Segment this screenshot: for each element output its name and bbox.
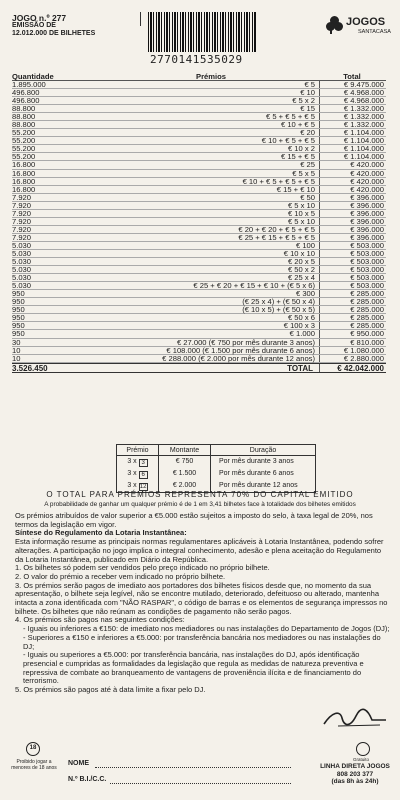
quantity-cell: 5.030 [12,240,32,250]
prize-cell: € 25 + € 15 + € 5 + € 5 [66,234,320,241]
issue-info [12,14,95,38]
quantity-cell: 7.920 [12,224,32,234]
quantity-cell: 10 [12,353,21,363]
sintese-title: Síntese do Regulamento da Lotaria Instantânea: [15,528,187,538]
issue-label: EMISSÃO DE [12,22,56,29]
total-cell: € 396.000 [350,216,384,226]
premio-multiplier: 3 x [127,482,137,489]
total-cell: € 420.000 [350,160,384,170]
prize-cell: € 15 [66,105,320,112]
total-cell: € 1.332.000 [343,112,384,122]
total-cell: € 503.000 [350,281,384,291]
total-value: € 42.042.000 [337,363,384,373]
phone-icon [356,742,370,756]
prize-row [12,113,386,121]
col-montante: Montante [159,445,211,455]
prize-cell: € 1.000 [66,330,320,337]
total-cell: € 420.000 [350,184,384,194]
montante-row [117,456,315,468]
prize-cell: € 5 x 10 [66,218,320,225]
total-cell: € 1.104.000 [343,128,384,138]
prize-cell: € 5 x 5 [66,170,320,177]
prize-cell: € 50 x 2 [66,266,320,273]
prize-row [12,178,386,186]
prize-row [12,202,386,210]
brand-sub: SANTACASA [358,29,391,35]
quantity-cell: 5.030 [12,248,32,258]
prize-cell: € 25 + € 20 + € 15 + € 10 + (€ 5 x 6) [66,282,320,289]
prize-cell: € 5 [66,81,320,88]
prize-cell: € 50 [66,194,320,201]
total-quantity: 3.526.450 [12,363,48,373]
prize-cell: € 20 x 5 [66,258,320,265]
prize-row [12,282,386,290]
prize-cell: € 20 + € 20 + € 5 + € 5 [66,226,320,233]
id-field[interactable] [110,783,291,784]
total-cell: € 503.000 [350,265,384,275]
rule-2: 2. O valor do prémio a receber vem indicado no próprio bilhete. [15,571,226,581]
total-cell: € 1.104.000 [343,136,384,146]
total-cell: € 420.000 [350,168,384,178]
capital-percentage: O TOTAL PARA PRÉMIOS REPRESENTA 70% DO CAPITAL EMITIDO [46,490,354,499]
duracao-value: Por mês durante 6 anos [219,470,294,477]
quantity-cell: 496.800 [12,88,40,98]
prize-cell: € 5 + € 5 + € 5 [66,113,320,120]
prize-cell: € 20 [66,129,320,136]
total-cell: € 396.000 [350,232,384,242]
prize-row [12,266,386,274]
prize-cell: € 27.000 (€ 750 por mês durante 3 anos) [66,339,320,346]
prize-cell: € 100 x 3 [66,322,320,329]
col-total: Total [343,72,361,81]
prize-cell: € 100 [66,242,320,249]
rule-4b: - Superiores a €150 e inferiores a €5.000: por transferência bancária nos mediadores ou nas instalações do DJ; [23,632,381,651]
name-field[interactable] [95,767,291,768]
probability-note: A probabilidade de ganhar um qualquer prémio é de 1 em 3,41 bilhetes face à totalidade dos bilhetes emitidos [44,501,356,508]
total-cell: € 396.000 [350,224,384,234]
montante-row [117,468,315,480]
quantity-cell: 950 [12,297,25,307]
symbol-icon: 3 [139,459,148,467]
quantity-cell: 16.800 [12,176,36,186]
quantity-cell: 55.200 [12,152,36,162]
prize-cell: € 10 [66,89,320,96]
prize-row [12,290,386,298]
jogos-logo [326,14,392,48]
prize-row [12,258,386,266]
prize-row [12,170,386,178]
prize-cell: € 15 + € 5 [66,153,320,160]
prize-row [12,218,386,226]
prize-cell: € 15 + € 10 [66,186,320,193]
serial-number: 2770141535029 [150,53,243,66]
prize-table [12,72,386,373]
quantity-cell: 5.030 [12,281,32,291]
quantity-cell: 7.920 [12,192,32,202]
quantity-cell: 16.800 [12,160,36,170]
prize-row [12,242,386,250]
helpline-hours: (das 8h às 24h) [331,778,379,785]
col-premio: Prémio [117,445,159,455]
issue-value: 12.012.000 DE BILHETES [12,30,96,37]
age-restriction-text: Proibido jogar a menores de 18 anos [11,759,57,771]
prize-row [12,153,386,161]
symbol-icon: 12 [139,484,147,490]
prize-row [12,298,386,306]
quantity-cell: 10 [12,345,21,355]
quantity-cell: 16.800 [12,168,36,178]
quantity-cell: 7.920 [12,208,32,218]
quantity-cell: 5.030 [12,257,32,267]
tear-mark [140,12,141,26]
prize-table-header [12,72,386,81]
quantity-cell: 7.920 [12,232,32,242]
total-cell: € 285.000 [350,313,384,323]
prize-row [12,226,386,234]
prize-row [12,137,386,145]
helpline [312,763,398,786]
prize-row [12,322,386,330]
quantity-cell: 55.200 [12,144,36,154]
prize-row [12,186,386,194]
total-cell: € 1.104.000 [343,152,384,162]
helpline-phone: 808 203 377 [336,770,374,778]
prize-cell: (€ 10 x 5) + (€ 50 x 5) [66,306,320,313]
total-cell: € 2.880.000 [343,353,384,363]
signature [320,706,390,732]
prize-rows [12,81,386,363]
montante-table [116,444,316,493]
rule-4a: - Iguais ou inferiores a €150: de imediato nos mediadores ou nas instalações do Departamento de Jogos (DJ); [23,624,390,634]
total-cell: € 285.000 [350,321,384,331]
prize-row [12,81,386,89]
prize-cell: € 10 + € 5 + € 5 + € 5 [66,178,320,185]
prize-cell: € 10 + € 5 [66,121,320,128]
name-label: NOME [68,760,89,767]
prize-row [12,105,386,113]
rule-4c: - Iguais ou superiores a €5.000: por transferência bancária, nas instalações do DJ, após identificação presencial e cumpridas as formalidades da legislação que regula as medidas de natureza preventiva e repressiva de combate ao branqueamento de vantagens de proveniência ilícita e de financiamento do terrorismo. [23,650,364,686]
prize-row [12,129,386,137]
total-cell: € 9.475.000 [343,80,384,89]
regulation-text [15,512,391,695]
id-label: N.º B.I./C.C. [68,776,107,783]
total-cell: € 4.968.000 [343,96,384,106]
prize-cell: € 10 x 5 [66,210,320,217]
quantity-cell: 7.920 [12,200,32,210]
premio-multiplier: 3 x [127,470,137,477]
montante-header [117,445,315,456]
prize-row [12,210,386,218]
quantity-cell: 5.030 [12,265,32,275]
prize-cell: € 25 [66,161,320,168]
quantity-cell: 950 [12,305,25,315]
sintese-body: Esta informação resume as principais normas regulamentares aplicáveis à Lotaria Instantânea, podendo sofrer alterações. A participação no jogo implica o integral conhecimento, adesão e plena aceitação do Regulamento da Lotaria Instantânea, publicado em Diário da República. [15,537,384,564]
game-number: JOGO n.º 277 [12,13,67,23]
total-cell: € 1.104.000 [343,144,384,154]
quantity-cell: 88.800 [12,112,36,122]
prize-row [12,314,386,322]
phone-note: Gratuito [352,757,369,762]
prize-row [12,97,386,105]
rule-5: 5. Os prémios são pagos até à data limite a fixar pelo DJ. [15,685,206,695]
montante-value: € 750 [159,456,211,468]
tax-note: Os prémios atribuídos de valor superior a €5.000 estão sujeitos a imposto do selo, à taxa legal de 20%, nos termos da legislação em vigor. [15,511,373,529]
prize-cell: € 288.000 (€ 2.000 por mês durante 12 anos) [66,355,320,362]
rule-3: 3. Os prémios serão pagos de imediato aos portadores dos bilhetes físicos desde que, no momento da sua apresentação, o bilhete seja legível, não se encontre mutilado, deteriorado, defeituoso ou alterado, mantenha intacta a zona identificada com "NÃO RASPAR", o código de barras e os elementos de segurança impressos no bilhete. Os bilhetes que não reúnam as condições de pagamento não serão pagos. [15,580,388,616]
age-restriction-icon: 18 [26,742,40,756]
total-label: TOTAL [66,364,320,372]
prize-cell: € 300 [66,290,320,297]
duracao-value: Por mês durante 12 anos [219,482,298,489]
prize-cell: € 10 x 2 [66,145,320,152]
prize-row [12,250,386,258]
rule-4: 4. Os prémios são pagos nas seguintes condições: [15,615,185,625]
quantity-cell: 88.800 [12,120,36,130]
total-cell: € 503.000 [350,273,384,283]
prize-row [12,89,386,97]
prize-row [12,306,386,314]
quantity-cell: 55.200 [12,128,36,138]
montante-value: € 1.500 [159,468,211,480]
montante-value: € 2.000 [159,480,211,492]
quantity-cell: 88.800 [12,104,36,114]
prize-row [12,145,386,153]
quantity-cell: 950 [12,329,25,339]
total-cell: € 420.000 [350,176,384,186]
total-cell: € 503.000 [350,257,384,267]
col-quantidade: Quantidade [12,72,54,81]
quantity-cell: 5.030 [12,273,32,283]
total-cell: € 1.080.000 [343,345,384,355]
prize-cell: € 25 x 4 [66,274,320,281]
col-duracao: Duração [249,447,277,454]
brand-name: JOGOS [346,16,386,28]
total-cell: € 396.000 [350,200,384,210]
premio-multiplier: 3 x [127,458,137,465]
prize-cell: € 10 x 10 [66,250,320,257]
quantity-cell: 950 [12,289,25,299]
prize-cell: € 5 x 10 [66,202,320,209]
total-cell: € 285.000 [350,305,384,315]
total-cell: € 503.000 [350,240,384,250]
prize-row [12,355,386,363]
prize-row [12,194,386,202]
totals-row [12,363,386,373]
duracao-value: Por mês durante 3 anos [219,458,294,465]
prize-row [12,161,386,169]
clover-icon [326,16,344,34]
prize-cell: € 5 x 2 [66,97,320,104]
total-cell: € 4.968.000 [343,88,384,98]
quantity-cell: 950 [12,321,25,331]
total-cell: € 950.000 [350,329,384,339]
prize-row [12,234,386,242]
total-cell: € 285.000 [350,289,384,299]
symbol-icon: 6 [139,471,148,479]
rule-1: 1. Os bilhetes só podem ser vendidos pelo preço indicado no próprio bilhete. [15,563,270,573]
quantity-cell: 16.800 [12,184,36,194]
quantity-cell: 55.200 [12,136,36,146]
quantity-cell: 7.920 [12,216,32,226]
total-cell: € 285.000 [350,297,384,307]
quantity-cell: 30 [12,337,21,347]
total-cell: € 1.332.000 [343,104,384,114]
prize-cell: (€ 25 x 4) + (€ 50 x 4) [66,298,320,305]
col-premios: Prémios [196,72,226,81]
total-cell: € 396.000 [350,192,384,202]
prize-row [12,121,386,129]
prize-cell: € 50 x 6 [66,314,320,321]
quantity-cell: 1.895.000 [12,80,46,89]
prize-cell: € 108.000 (€ 1.500 por mês durante 6 anos) [66,347,320,354]
total-cell: € 810.000 [350,337,384,347]
total-cell: € 1.332.000 [343,120,384,130]
total-cell: € 396.000 [350,208,384,218]
quantity-cell: 950 [12,313,25,323]
quantity-cell: 496.800 [12,96,40,106]
total-cell: € 503.000 [350,248,384,258]
prize-cell: € 10 + € 5 + € 5 [66,137,320,144]
barcode [148,12,256,52]
helpline-title: LINHA DIRETA JOGOS [320,763,390,770]
